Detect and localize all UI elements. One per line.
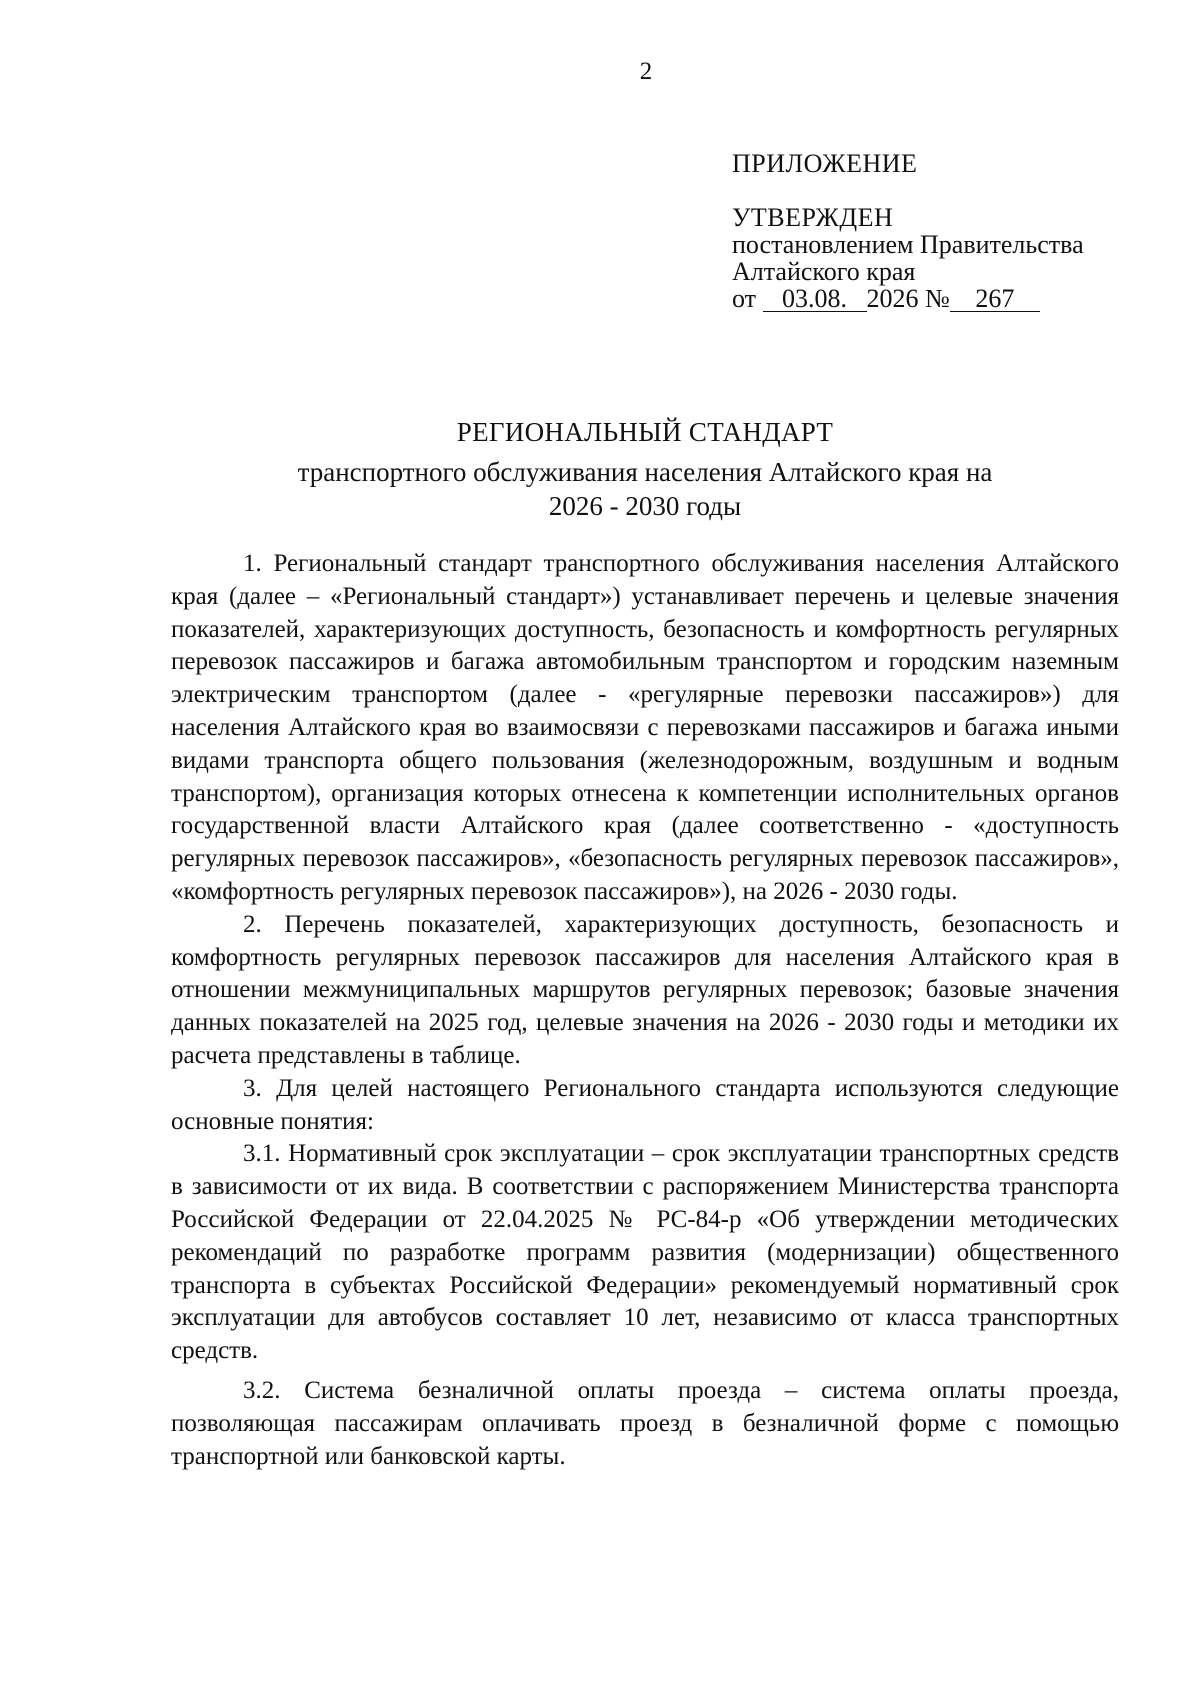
appendix-heading: ПРИЛОЖЕНИЕ xyxy=(732,149,918,178)
paragraph-1: 1. Региональный стандарт транспортного обслуживания населения Алтайского края (далее – «Региональный стандарт») устанавливает перечень и целевые значения показателей, характеризующих доступность, безопасность и комфортность регулярных перевозок пассажиров и багажа автомобильным транспортом и городским наземным электрическим транспортом (далее - «регулярные перевозки пассажиров») для населения Алтайского края во взаимосвязи с перевозками пассажиров и багажа иными видами транспорта общего пользования (железнодорожным, воздушным и водным транспортом), организация которых отнесена к компетенции исполнительных органов государственной власти Алтайского края (далее соответственно - «доступность регулярных перевозок пассажиров», «безопасность регулярных перевозок пассажиров», «комфортность регулярных перевозок пассажиров»), на 2026 - 2030 годы. xyxy=(171,550,1119,905)
approval-date-line xyxy=(732,285,1172,312)
number-label: № xyxy=(925,284,950,313)
approval-block xyxy=(732,150,1172,312)
approval-line-resolution: постановлением Правительства xyxy=(732,230,1084,259)
paragraph-3-2: 3.2. Система безналичной оплаты проезда – система оплаты проезда, позволяющая пассажирам оплачивать проезд в безналичной форме с помощью транспортной или банковской карты. xyxy=(171,1376,1119,1470)
approval-line-region: Алтайского края xyxy=(732,257,916,286)
document-title: РЕГИОНАЛЬНЫЙ СТАНДАРТ xyxy=(456,417,834,447)
approval-date: 03.08. xyxy=(763,287,867,312)
paragraph-3-1: 3.1. Нормативный срок эксплуатации – срок эксплуатации транспортных средств в зависимости от их вида. В соответствии с распоряжением Министерства транспорта Российской Федерации от 22.04.2025 № РС-84-р «Об утверждении методических рекомендаций по разработке программ развития (модернизации) общественного транспорта в субъектах Российской Федерации» рекомендуемый нормативный срок эксплуатации для автобусов составляет 10 лет, независимо от класса транспортных средств. xyxy=(171,1140,1119,1365)
document-title-block xyxy=(170,415,1120,523)
document-body xyxy=(171,548,1119,1473)
from-label: от xyxy=(732,284,757,313)
page-number: 2 xyxy=(639,58,653,85)
approval-year: 2026 xyxy=(866,284,919,313)
approved-heading: УТВЕРЖДЕН xyxy=(732,203,894,232)
document-subtitle-line1: транспортного обслуживания населения Алтайского края на xyxy=(297,457,993,487)
approval-number: 267 xyxy=(950,287,1040,312)
paragraph-3: 3. Для целей настоящего Регионального стандарта используются следующие основные понятия: xyxy=(171,1074,1119,1135)
document-subtitle-line2: 2026 - 2030 годы xyxy=(548,491,742,521)
paragraph-2: 2. Перечень показателей, характеризующих доступность, безопасность и комфортность регулярных перевозок пассажиров для населения Алтайского края в отношении межмуниципальных маршрутов регулярных перевозок; базовые значения данных показателей на 2025 год, целевые значения на 2026 - 2030 годы и методики их расчета представлены в таблице. xyxy=(171,910,1119,1069)
